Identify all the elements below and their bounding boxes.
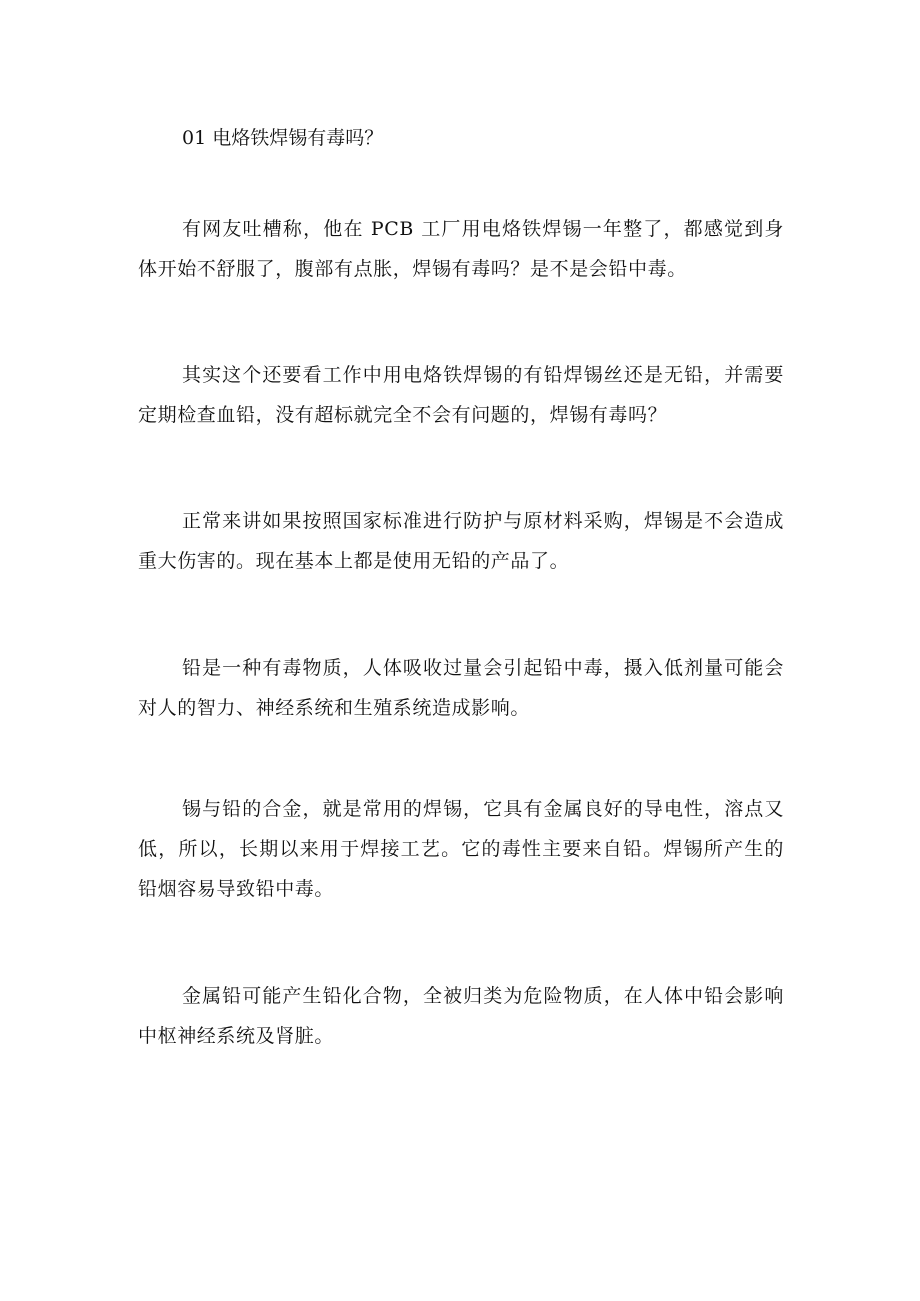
paragraph-4: 铅是一种有毒物质，人体吸收过量会引起铅中毒，摄入低剂量可能会对人的智力、神经系统和生殖系统造成影响。 — [138, 657, 784, 719]
paragraph-2: 其实这个还要看工作中用电烙铁焊锡的有铅焊锡丝还是无铅，并需要定期检查血铅，没有超标就完全不会有问题的，焊锡有毒吗？ — [138, 364, 784, 426]
paragraph-1: 有网友吐槽称，他在 PCB 工厂用电烙铁焊锡一年整了，都感觉到身体开始不舒服了，腹部有点胀，焊锡有毒吗？是不是会铅中毒。 — [138, 218, 784, 280]
paragraph-6: 金属铅可能产生铅化合物，全被归类为危险物质，在人体中铅会影响中枢神经系统及肾脏。 — [138, 985, 784, 1047]
paragraph-3: 正常来讲如果按照国家标准进行防护与原材料采购，焊锡是不会造成重大伤害的。现在基本上都是使用无铅的产品了。 — [138, 510, 784, 572]
paragraph-5: 锡与铅的合金，就是常用的焊锡，它具有金属良好的导电性，溶点又低，所以，长期以来用于焊接工艺。它的毒性主要来自铅。焊锡所产生的铅烟容易导致铅中毒。 — [138, 798, 784, 900]
section-heading: 01 电烙铁焊锡有毒吗？ — [182, 127, 384, 149]
